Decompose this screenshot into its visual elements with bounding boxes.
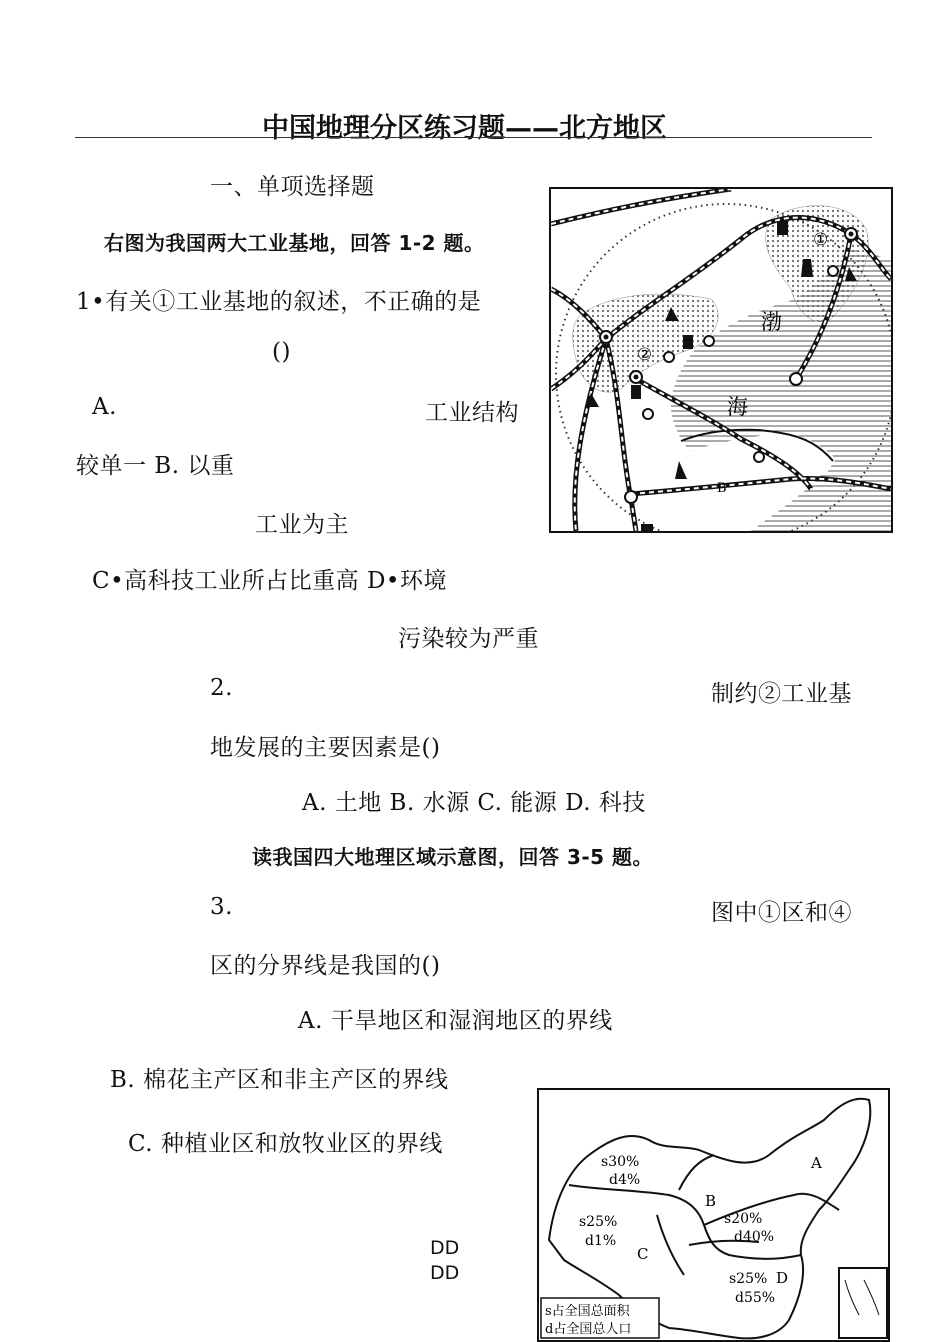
q1-option-cd-line: C•高科技工业所占比重高 D•环境 [92,568,447,594]
q1-option-b-text: 工业为主 [255,512,349,538]
map2-label-d: D [776,1269,789,1287]
q1-option-ab-line: 较单一 B. 以重 [76,453,235,479]
q2-options: A. 土地 B. 水源 C. 能源 D. 科技 [302,790,646,816]
map2-w-d: d1% [585,1233,617,1249]
regions-map [537,1088,890,1342]
q1-option-a-label: A. [92,394,117,420]
map2-s-d: d55% [735,1290,776,1306]
dd-text-1: DD [430,1237,460,1259]
map2-legend-s: s占全国总面积 [545,1304,630,1319]
map1-label-b: B [717,481,727,496]
q2-number: 2. [210,675,233,701]
map2-n-s: s20% [724,1211,763,1227]
q1-paren: () [272,339,291,365]
map2-legend-d: d占全国总人口 [545,1322,632,1337]
intro-text-1: 右图为我国两大工业基地，回答 1-2 题。 [104,231,485,255]
map2-nw-d: d4% [609,1172,641,1188]
map2-s-s: s25% [729,1271,768,1287]
q1-option-d-text: 污染较为严重 [398,626,539,652]
map1-label-2: ② [637,345,653,365]
map2-label-a: A [811,1154,822,1172]
intro-text-2: 读我国四大地理区域示意图，回答 3-5 题。 [252,845,654,869]
q3-option-c: C. 种植业区和放牧业区的界线 [128,1131,443,1157]
title-divider [75,137,872,138]
dd-text-2: DD [430,1262,460,1284]
map2-n-d: d40% [734,1229,775,1245]
q3-option-a: A. 干旱地区和湿润地区的界线 [298,1008,613,1034]
q2-stem-part1: 制约②工业基 [711,681,852,707]
q3-option-b: B. 棉花主产区和非主产区的界线 [110,1067,449,1093]
section-heading: 一、单项选择题 [210,174,375,200]
map2-label-c: C [637,1245,649,1263]
map2-nw-s: s30% [601,1154,640,1170]
page-title: 中国地理分区练习题——北方地区 [262,113,667,144]
map1-label-1: ① [813,230,829,250]
q2-stem-part2: 地发展的主要因素是() [210,735,441,761]
map1-label-hai: 海 [727,395,748,419]
q3-stem-part1: 图中①区和④ [711,900,852,926]
map1-label-bo: 渤 [761,310,782,334]
industrial-base-map [549,187,893,533]
q3-number: 3. [210,894,233,920]
q1-option-a-text: 工业结构 [425,400,519,426]
q1-stem: 1•有关①工业基地的叙述，不正确的是 [76,289,482,315]
map2-label-b: B [705,1192,717,1210]
q3-stem-part2: 区的分界线是我国的() [210,953,441,979]
map2-w-s: s25% [579,1214,618,1230]
